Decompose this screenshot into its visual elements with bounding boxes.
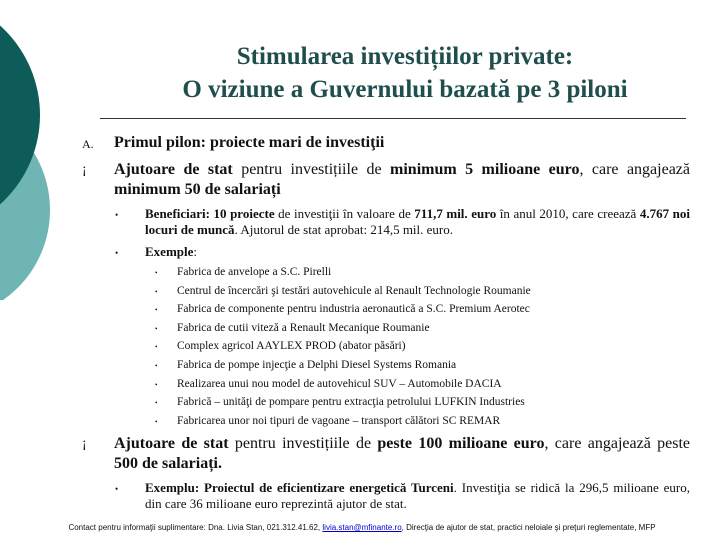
point-text: Ajutoare de stat pentru investițiile de peste 100 milioane euro, care angajează peste 500 de salariați. <box>114 435 691 472</box>
decorative-circles <box>0 0 80 300</box>
sub-point-turceni <box>115 480 690 512</box>
small-bullet-icon: • <box>155 306 158 315</box>
first-pillar-heading: Primul pilon: proiecte mari de investiţii <box>114 134 385 151</box>
square-bullet-icon: • <box>115 248 119 258</box>
example-text: Centrul de încercări şi testări autovehicule al Renault Technologie Roumanie <box>177 284 531 297</box>
list-item <box>155 282 690 301</box>
footer-contact-text: Contact pentru informaţii suplimentare: Dna. Livia Stan, 021.312.41.62, <box>68 523 323 532</box>
square-bullet-icon: • <box>115 210 119 220</box>
example-text: Fabrica de anvelope a S.C. Pirelli <box>177 266 332 278</box>
point-text: Ajutoare de stat pentru investițiile de minimum 5 milioane euro, care angajează minimum 50 de salariați <box>114 161 690 198</box>
list-item <box>155 356 690 375</box>
small-bullet-icon: • <box>155 399 158 408</box>
example-text: Realizarea unui nou model de autovehicul SUV – Automobile DACIA <box>177 377 502 390</box>
title-line-1: Stimularea investițiilor private: <box>236 43 574 70</box>
circle-bullet-icon: ¡ <box>82 436 87 451</box>
letter-marker: A. <box>82 137 94 151</box>
point-text <box>114 133 690 153</box>
small-bullet-icon: • <box>155 417 158 426</box>
small-bullet-icon: • <box>155 380 158 389</box>
sub-point-text: Exemple: <box>145 244 198 259</box>
example-text: Complex agricol AAYLEX PROD (abator păsări) <box>177 340 406 353</box>
small-bullet-icon: • <box>155 269 158 277</box>
point-state-aid-100mil <box>82 434 690 474</box>
square-bullet-icon: • <box>115 484 119 494</box>
decorative-circles-graphic <box>0 0 80 300</box>
point-first-pillar <box>82 133 690 153</box>
small-bullet-icon: • <box>155 287 158 296</box>
small-bullet-icon: • <box>155 324 158 333</box>
example-text: Fabricarea unor noi tipuri de vagoane – transport călători SC REMAR <box>177 414 501 427</box>
sub-point-beneficiari <box>115 206 690 238</box>
list-item <box>155 319 690 338</box>
sub-point-exemple <box>115 244 690 260</box>
example-text: Fabrica de cutii viteză a Renault Mecanique Roumanie <box>177 321 430 334</box>
footer-department-text: , Direcţia de ajutor de stat, practici neloiale şi preţuri reglementate, MFP <box>401 523 656 532</box>
contact-footer <box>8 523 716 532</box>
title-line-2: O viziune a Guvernului bazată pe 3 piloni <box>182 76 628 103</box>
slide-title <box>100 40 710 106</box>
point-state-aid-5mil <box>82 160 690 200</box>
small-bullet-icon: • <box>155 343 158 352</box>
list-item <box>155 263 690 282</box>
example-text: Fabrica de componente pentru industria aeronautică a S.C. Premium Aerotec <box>177 303 530 316</box>
example-text: Fabrica de pompe injecţie a Delphi Diesel Systems Romania <box>177 358 457 371</box>
list-item <box>155 337 690 356</box>
example-list <box>155 263 690 430</box>
sub-point-text: Exemplu: Proiectul de eficientizare energetică Turceni. Investiţia se ridică la 296,5 milioane euro, din care 36 milioane euro reprezintă ajutor de stat. <box>145 480 690 511</box>
contact-email-link[interactable]: livia.stan@mfinante.ro <box>322 523 402 532</box>
sub-point-text: Beneficiari: 10 proiecte de investiţii în valoare de 711,7 mil. euro în anul 2010, care creează 4.767 noi locuri de muncă. Ajutorul de stat aprobat: 214,5 mil. euro. <box>145 206 690 237</box>
example-text: Fabrică – unităţi de pompare pentru extracţia petrolului LUFKIN Industries <box>177 396 525 409</box>
title-divider <box>100 118 686 119</box>
list-item <box>155 375 690 394</box>
list-item <box>155 393 690 412</box>
list-item <box>155 412 690 431</box>
small-bullet-icon: • <box>155 361 158 370</box>
circle-bullet-icon: ¡ <box>82 162 87 177</box>
list-item <box>155 300 690 319</box>
